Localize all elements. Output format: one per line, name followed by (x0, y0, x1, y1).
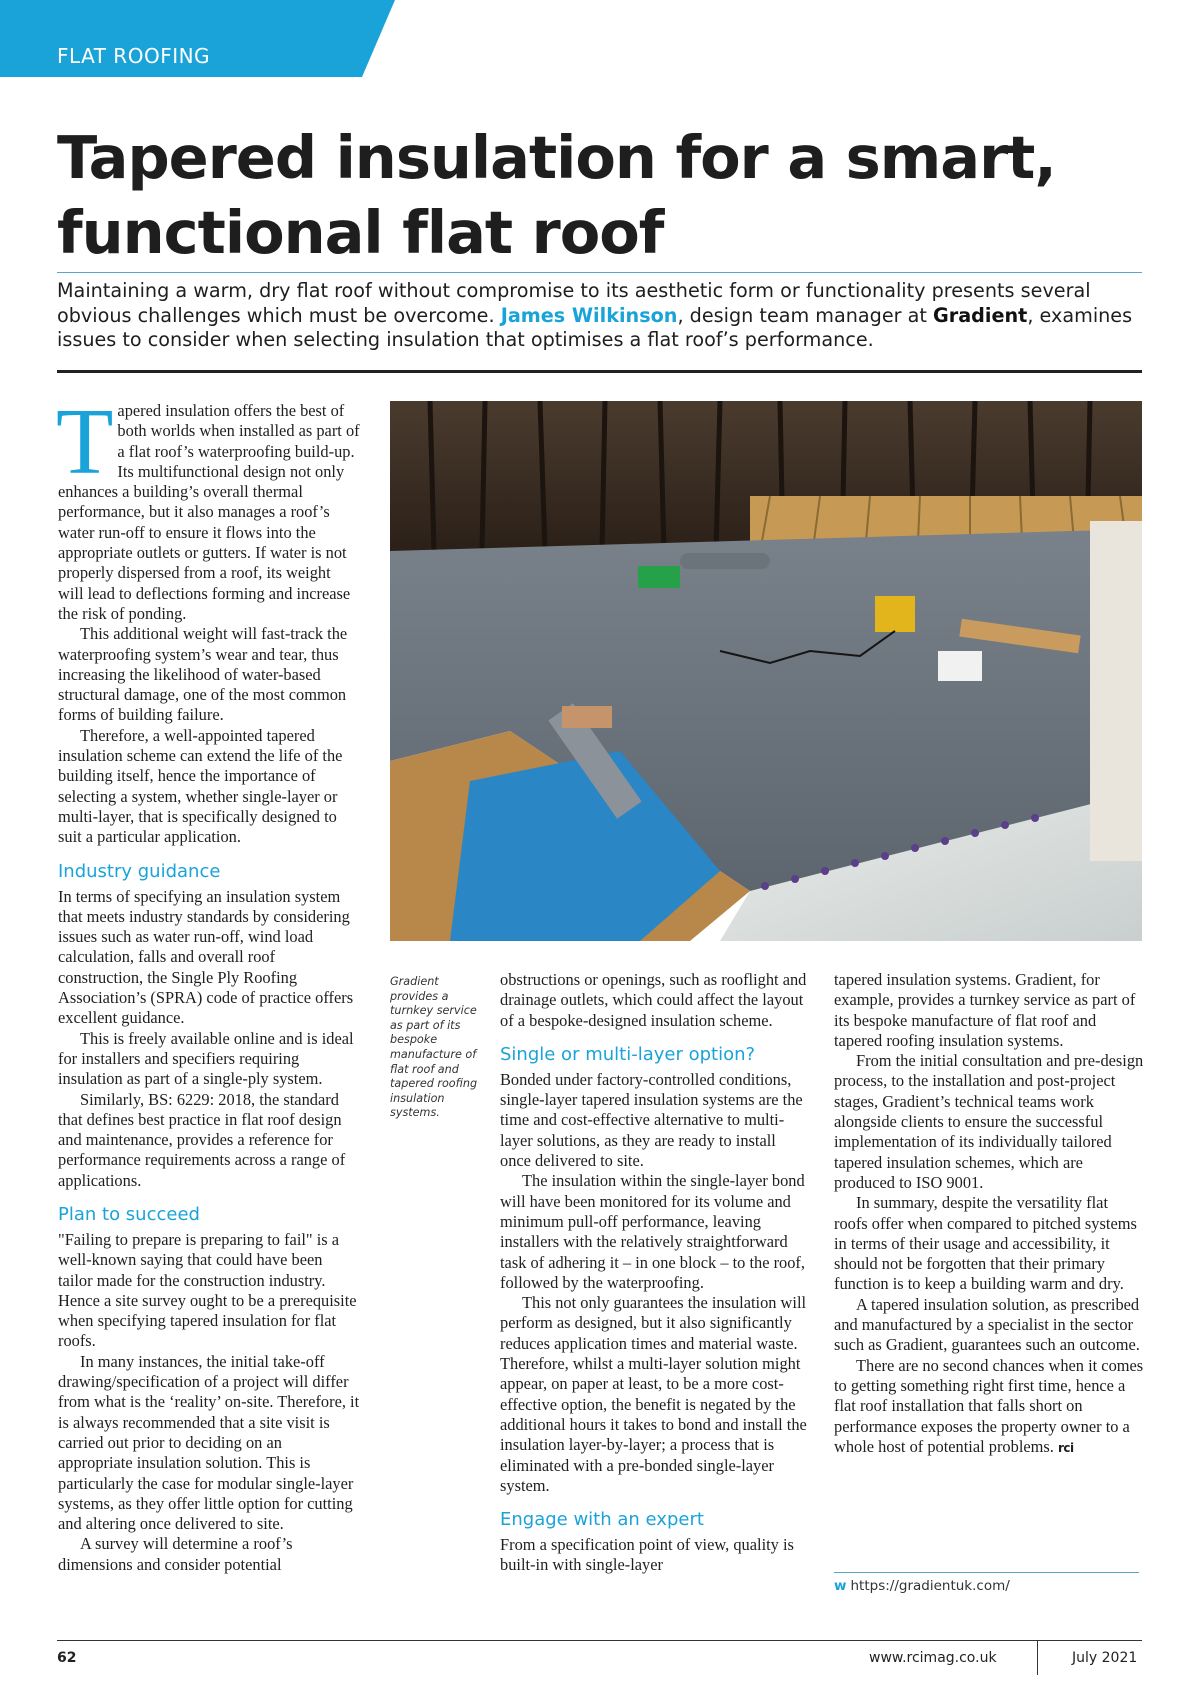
paragraph-19 (834, 1356, 1144, 1458)
subhead-industry-guidance: Industry guidance (58, 860, 221, 882)
yellow-generator (875, 596, 915, 632)
body-column-3 (834, 970, 1144, 1458)
paragraph-14: From a specification point of view, quality is built-in with single-layer (500, 1535, 794, 1575)
paragraph-7: "Failing to prepare is preparing to fail" is a well-known saying that could have been tailor made for the construction industry. Hence a site survey ought to be a prerequisite when specifying tapered insulation for flat roofs. (58, 1229, 357, 1351)
paragraph-15: tapered insulation systems. Gradient, for example, provides a turnkey service as part of its bespoke manufacture of flat roof and tapered roofing insulation systems. (834, 970, 1136, 1050)
author-name: James Wilkinson (500, 303, 678, 327)
headline-rule (57, 272, 1142, 273)
paragraph-10: obstructions or openings, such as rooflight and drainage outlets, which could affect the layout of a bespoke-designed insulation scheme. (500, 970, 807, 1030)
standfirst-rule (57, 370, 1142, 373)
subhead-engage-with-expert: Engage with an expert (500, 1509, 704, 1531)
footer-website[interactable]: www.rcimag.co.uk (869, 1650, 997, 1666)
headline-line-1: Tapered insulation for a smart, (57, 123, 1056, 192)
paragraph-18: A tapered insulation solution, as prescribed and manufactured by a specialist in the sector such as Gradient, guarantees such an outcome. (834, 1294, 1140, 1355)
paragraph-1-text: apered insulation offers the best of both worlds when installed as part of a flat roof’s waterproofing build-up. Its multifunctional design not only enhances a building’s overall thermal performance, but it also manages a roof’s water run-off to ensure it flows into the appropriate outlets or gutters. If water is not properly dispersed from a roof, its weight will lead to deflections forming and increase the risk of ponding. (58, 401, 360, 623)
photo-caption: Gradient provides a turnkey service as part of its bespoke manufacture of flat roof and tapered roofing insulation systems. (390, 975, 478, 1120)
footer-divider (1037, 1640, 1038, 1675)
end-mark-icon: rci (1057, 1440, 1074, 1455)
standfirst (57, 279, 1147, 353)
paragraph-5: This is freely available online and is ideal for installers and specifiers requiring insulation as part of a single-ply system. (58, 1028, 354, 1089)
page-number: 62 (57, 1650, 77, 1666)
subhead-single-or-multi-layer: Single or multi-layer option? (500, 1043, 756, 1065)
roof-photo-illustration (390, 401, 1142, 941)
issue-date: July 2021 (1072, 1650, 1138, 1666)
body-column-2 (500, 970, 810, 1576)
subhead-plan-to-succeed: Plan to succeed (58, 1203, 200, 1225)
company-name: Gradient (933, 303, 1028, 327)
white-wall (1090, 521, 1142, 861)
paragraph-19-text: There are no second chances when it comes to getting something right first time, hence a flat roof installation that falls short on performance exposes the property owner to a whole host of potential problems. (834, 1355, 1144, 1456)
web-reference (834, 1578, 1010, 1594)
paragraph-2: This additional weight will fast-track the waterproofing system’s wear and tear, thus increasing the likelihood of water-based structural damage, one of the most common forms of building failure. (58, 624, 348, 725)
footer-rule (57, 1640, 1142, 1641)
paragraph-6: Similarly, BS: 6229: 2018, the standard that defines best practice in flat roof design and maintenance, provides a reference for performance requirements across a range of applications. (58, 1089, 346, 1190)
paragraph-1 (56, 390, 360, 624)
drop-cap: T (56, 390, 114, 494)
cloth-rag (562, 706, 612, 728)
paragraph-9: A survey will determine a roof’s dimensions and consider potential (58, 1534, 293, 1574)
standfirst-part-2: , design team manager at (677, 303, 934, 327)
paragraph-3: Therefore, a well-appointed tapered insulation scheme can extend the life of the building itself, hence the importance of selecting a system, whether single-layer or multi-layer, that is specifically designed to suit a particular application. (58, 725, 343, 847)
membrane-roll (680, 553, 770, 569)
paragraph-12: The insulation within the single-layer bond will have been monitored for its volume and minimum pull-off performance, leaving installers with the relatively straightforward task of adhering it – in one block – to the roof, followed by the waterproofing. (500, 1171, 805, 1292)
web-prefix: w (834, 1578, 847, 1594)
headline-line-2: functional flat roof (57, 198, 664, 267)
web-link[interactable]: https://gradientuk.com/ (850, 1578, 1010, 1594)
body-column-1 (56, 390, 360, 1575)
section-tag-label: FLAT ROOFING (57, 44, 211, 68)
web-rule (834, 1572, 1139, 1573)
roof-photo (390, 401, 1142, 941)
white-bucket (938, 651, 982, 681)
paragraph-4: In terms of specifying an insulation system that meets industry standards by considering issues such as water run-off, wind load calculation, falls and overall roof construction, the Single Ply Roofing Association’s (SPRA) code of practice offers excellent guidance. (58, 886, 354, 1028)
standfirst-part-1: Maintaining a warm, dry flat roof without compromise to its aesthetic form or functionality presents several obvious challenges which must be overcome. (57, 279, 1091, 327)
standfirst-part-3: , examines issues to consider when selecting insulation that optimises a flat roof’s performance. (57, 303, 1133, 351)
paragraph-17: In summary, despite the versatility flat roofs offer when compared to pitched systems in terms of their usage and accessibility, it should not be forgotten that their primary function is to keep a building warm and dry. (834, 1193, 1137, 1294)
section-tag (0, 0, 395, 77)
green-toolbox (638, 566, 680, 588)
paragraph-8: In many instances, the initial take-off drawing/specification of a project will differ from what is the ‘reality’ on-site. Therefore, it is always recommended that a site visit is carried out prior to deciding on an appropriate insulation solution. This is particularly the case for modular single-layer systems, as they offer little option for cutting and altering once delivered to site. (58, 1351, 360, 1534)
paragraph-16: From the initial consultation and pre-design process, to the installation and post-project stages, Gradient’s technical teams work alongside clients to ensure the successful implementation of its individually tailored tapered insulation schemes, which are produced to ISO 9001. (834, 1051, 1144, 1192)
paragraph-13: This not only guarantees the insulation will perform as designed, but it also significantly reduces application times and material waste. Therefore, whilst a multi-layer solution might appear, on paper at least, to be a more cost-effective option, the benefit is negated by the additional hours it takes to bond and install the insulation layer-by-layer; a process that is eliminated with a pre-bonded single-layer system. (500, 1293, 807, 1495)
paragraph-11: Bonded under factory-controlled conditions, single-layer tapered insulation systems are the time and cost-effective alternative to multi-layer solutions, as they are ready to install once delivered to site. (500, 1069, 803, 1171)
headline (57, 120, 1157, 270)
